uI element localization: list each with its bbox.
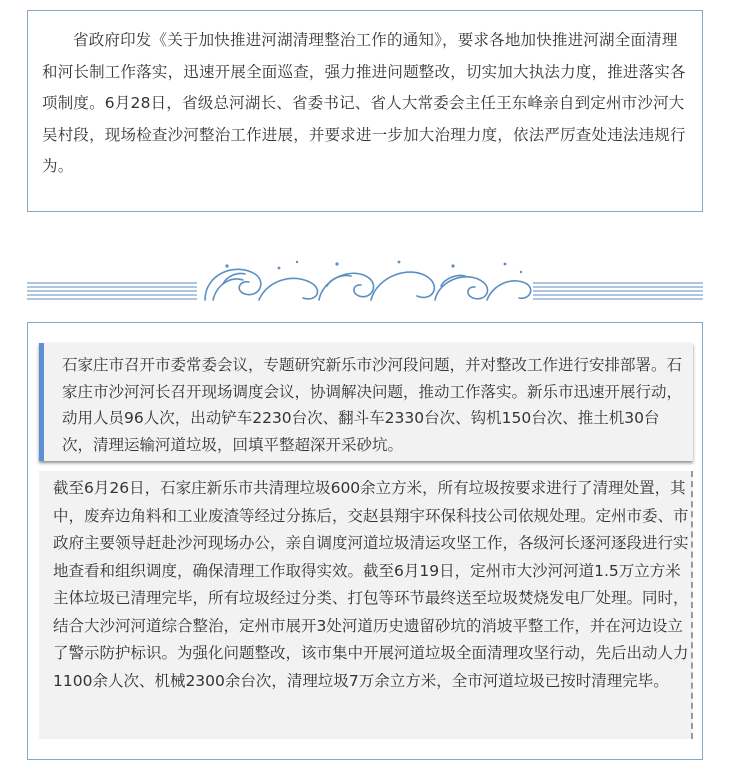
intro-box <box>27 10 703 212</box>
intro-paragraph: 省政府印发《关于加快推进河湖清理整治工作的通知》，要求各地加快推进河湖全面清理和河长制工作落实，迅速开展全面巡查，强力推进问题整改，切实加大执法力度，推进落实各项制度。6月28日，省级总河湖长、省委书记、省人大常委会主任王东峰亲自到定州市沙河大吴村段，现场检查沙河整治工作进展，并要求进一步加大治理力度，依法严厉查处违法违规行为。 <box>42 31 686 175</box>
quote-paragraph: 石家庄市召开市委常委会议，专题研究新乐市沙河段问题，并对整改工作进行安排部署。石家庄市沙河河长召开现场调度会议，协调解决问题，推动工作落实。新乐市迅速开展行动，动用人员96人次，出动铲车2230台次、翻斗车2330台次、钩机150台次、推土机30台次，清理运输河道垃圾，回填平整超深开采砂坑。 <box>62 356 683 454</box>
detail-note <box>39 471 693 739</box>
wave-ornament-icon <box>27 254 703 304</box>
highlight-quote <box>39 343 693 461</box>
note-paragraph: 截至6月26日，石家庄新乐市共清理垃圾600余立方米，所有垃圾按要求进行了清理处置，其中，废弃边角料和工业废渣等经过分拣后，交赵县翔宇环保科技公司依规处理。定州市委、市政府主要领导赶赴沙河现场办公，亲自调度河道垃圾清运攻坚工作，各级河长逐河逐段进行实地查看和组织调度，确保清理工作取得实效。截至6月19日，定州市大沙河河道1.5万立方米主体垃圾已清理完毕，所有垃圾经过分类、打包等环节最终送至垃圾焚烧发电厂处理。同时，结合大沙河河道综合整治，定州市展开3处河道历史遗留砂坑的消坡平整工作，并在河边设立了警示防护标识。为强化问题整改，该市集中开展河道垃圾全面清理攻坚行动，先后出动人力1100余人次、机械2300余台次，清理垃圾7万余立方米，全市河道垃圾已按时清理完毕。 <box>53 479 689 690</box>
